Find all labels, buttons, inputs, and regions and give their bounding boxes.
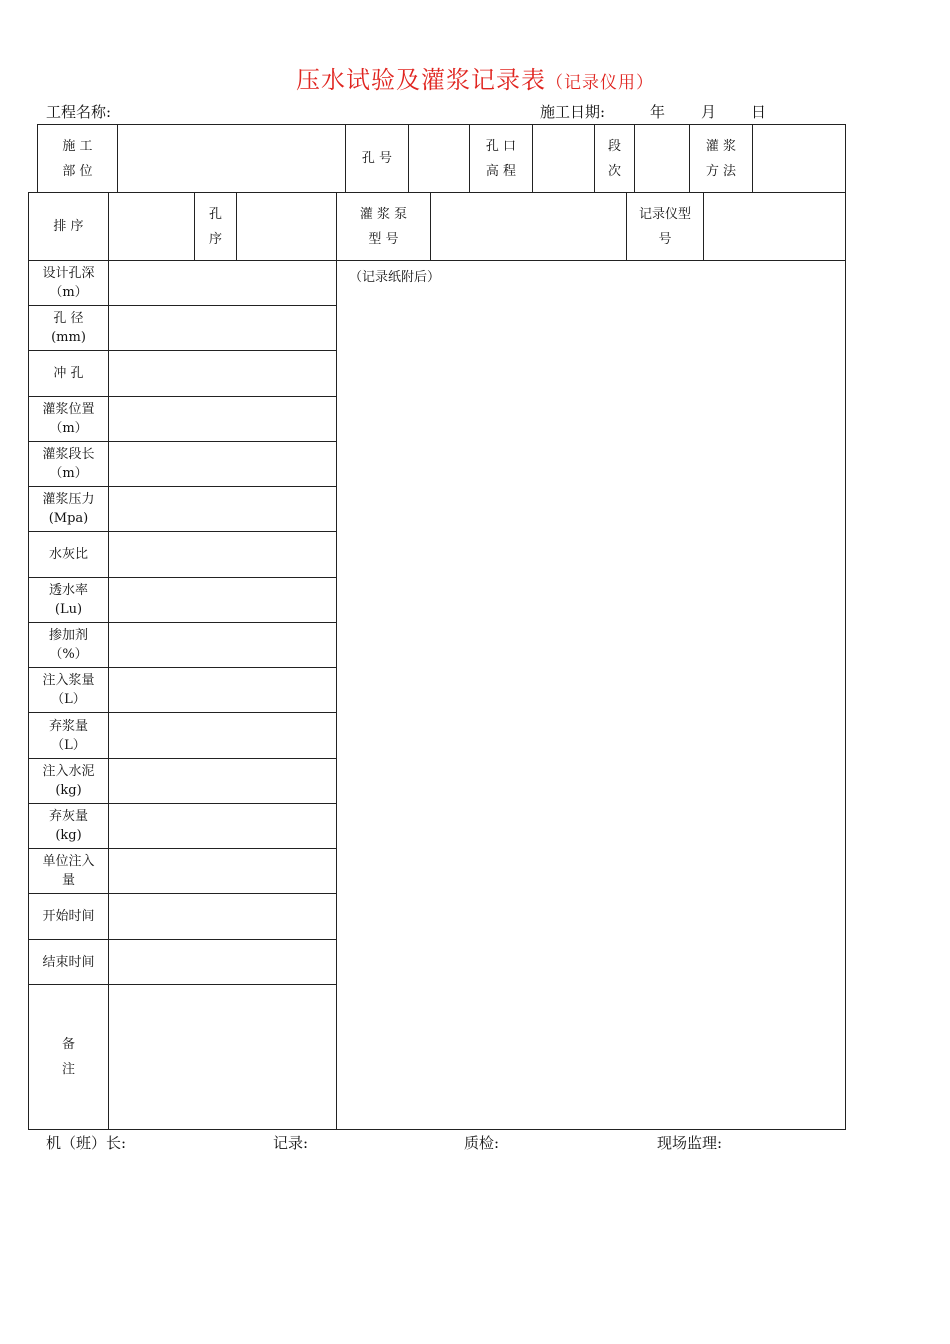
footer-supervisor: 现场监理:	[657, 1134, 723, 1152]
hole-elevation-label: 孔 口 高 程	[469, 124, 533, 193]
param-label: 掺加剂 （%）	[28, 622, 109, 668]
record-note: （记录纸附后）	[349, 270, 441, 285]
remarks-label: 备 注	[28, 984, 109, 1130]
param-value[interactable]	[108, 712, 337, 759]
param-value[interactable]	[108, 441, 337, 487]
project-name-label: 工程名称:	[46, 103, 112, 121]
location-label: 施 工 部 位	[37, 124, 118, 193]
date-year: 年	[650, 103, 666, 121]
param-value[interactable]	[108, 893, 337, 940]
param-label: 注入浆量 （L）	[28, 667, 109, 713]
param-label: 透水率 (Lu)	[28, 577, 109, 623]
param-label: 冲 孔	[28, 350, 109, 397]
hole-elevation-value[interactable]	[532, 124, 595, 193]
hole-no-label: 孔 号	[345, 124, 409, 193]
param-label: 结束时间	[28, 939, 109, 985]
param-label: 灌浆段长 （m）	[28, 441, 109, 487]
footer-recorder: 记录:	[273, 1134, 309, 1152]
segment-label: 段 次	[594, 124, 635, 193]
recorder-model-label: 记录仪型 号	[626, 192, 704, 261]
param-label: 弃浆量 （L）	[28, 712, 109, 759]
footer-leader: 机（班）长:	[46, 1134, 127, 1152]
param-value[interactable]	[108, 758, 337, 804]
param-value[interactable]	[108, 531, 337, 578]
param-label: 水灰比	[28, 531, 109, 578]
hole-order-value[interactable]	[236, 192, 337, 261]
remarks-value[interactable]	[108, 984, 337, 1130]
location-value[interactable]	[117, 124, 346, 193]
param-value[interactable]	[108, 622, 337, 668]
param-value[interactable]	[108, 939, 337, 985]
grout-method-value[interactable]	[752, 124, 846, 193]
date-day: 日	[751, 103, 767, 121]
recorder-model-value[interactable]	[703, 192, 846, 261]
title-main: 压水试验及灌浆记录表	[296, 66, 546, 94]
param-value[interactable]	[108, 260, 337, 306]
param-value[interactable]	[108, 486, 337, 532]
param-value[interactable]	[108, 577, 337, 623]
param-value[interactable]	[108, 396, 337, 442]
param-label: 开始时间	[28, 893, 109, 940]
param-value[interactable]	[108, 803, 337, 849]
date-month: 月	[701, 103, 717, 121]
order-label: 排 序	[28, 192, 109, 261]
pump-model-label: 灌 浆 泵 型 号	[336, 192, 431, 261]
segment-value[interactable]	[634, 124, 690, 193]
param-label: 孔 径 (mm)	[28, 305, 109, 351]
param-label: 单位注入 量	[28, 848, 109, 894]
pump-model-value[interactable]	[430, 192, 627, 261]
param-label: 设计孔深 （m）	[28, 260, 109, 306]
title-sub: （记录仪用）	[546, 73, 654, 93]
param-label: 注入水泥 (kg)	[28, 758, 109, 804]
param-label: 弃灰量 (kg)	[28, 803, 109, 849]
param-label: 灌浆位置 （m）	[28, 396, 109, 442]
param-value[interactable]	[108, 305, 337, 351]
order-value[interactable]	[108, 192, 195, 261]
param-value[interactable]	[108, 350, 337, 397]
hole-no-value[interactable]	[408, 124, 470, 193]
hole-order-label: 孔 序	[194, 192, 237, 261]
param-value[interactable]	[108, 848, 337, 894]
record-paper-area	[336, 260, 846, 1130]
page-title	[0, 60, 950, 95]
param-label: 灌浆压力 (Mpa)	[28, 486, 109, 532]
footer-quality: 质检:	[464, 1134, 500, 1152]
param-value[interactable]	[108, 667, 337, 713]
grout-method-label: 灌 浆 方 法	[689, 124, 753, 193]
date-label: 施工日期:	[540, 103, 606, 121]
